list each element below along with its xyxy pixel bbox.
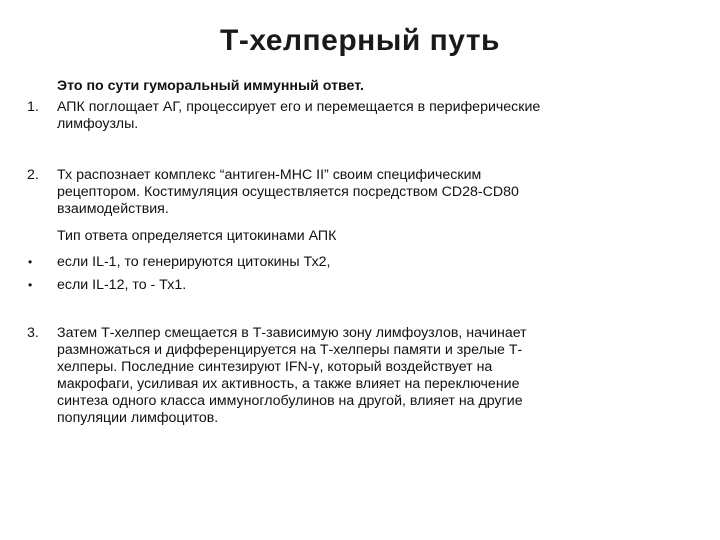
list-item-3-line-2: размножаться и дифференцируется на Т-хелперы памяти и зрелые Т- — [57, 342, 523, 358]
list-item-3-line-1: Затем Т-хелпер смещается в Т-зависимую зону лимфоузлов, начинает — [57, 325, 527, 341]
list-item-3-line-6: популяции лимфоцитов. — [57, 410, 219, 426]
list-number-2: 2. — [27, 167, 39, 183]
list-item-2-line-4: Тип ответа определяется цитокинами АПК — [57, 228, 337, 244]
list-number-1: 1. — [27, 99, 39, 115]
list-item-3-line-4: макрофаги, усиливая их активность, а также влияет на переключение — [57, 376, 520, 392]
list-item-1-line-1: АПК поглощает АГ, процессирует его и перемещается в периферические — [57, 99, 541, 115]
list-item-2-line-3: взаимодействия. — [57, 201, 169, 217]
bullet-text-2: если IL-12, то - Тх1. — [57, 277, 187, 293]
list-item-2-line-1: Тх распознает комплекс “антиген-MHC II” своим специфическим — [57, 167, 482, 183]
list-number-3: 3. — [27, 325, 39, 341]
list-item-1-line-2: лимфоузлы. — [57, 116, 139, 132]
intro-text: Это по сути гуморальный иммунный ответ. — [57, 78, 364, 94]
slide-title: Т-хелперный путь — [220, 24, 500, 57]
bullet-marker-2: • — [28, 278, 33, 292]
list-item-3-line-3: хелперы. Последние синтезируют IFN-γ, который воздействует на — [57, 359, 493, 375]
bullet-marker-1: • — [28, 255, 33, 269]
bullet-text-1: если IL-1, то генерируются цитокины Тх2, — [57, 254, 331, 270]
list-item-2-line-2: рецептором. Костимуляция осуществляется посредством CD28-CD80 — [57, 184, 519, 200]
list-item-3-line-5: синтеза одного класса иммуноглобулинов на другой, влияет на другие — [57, 393, 523, 409]
